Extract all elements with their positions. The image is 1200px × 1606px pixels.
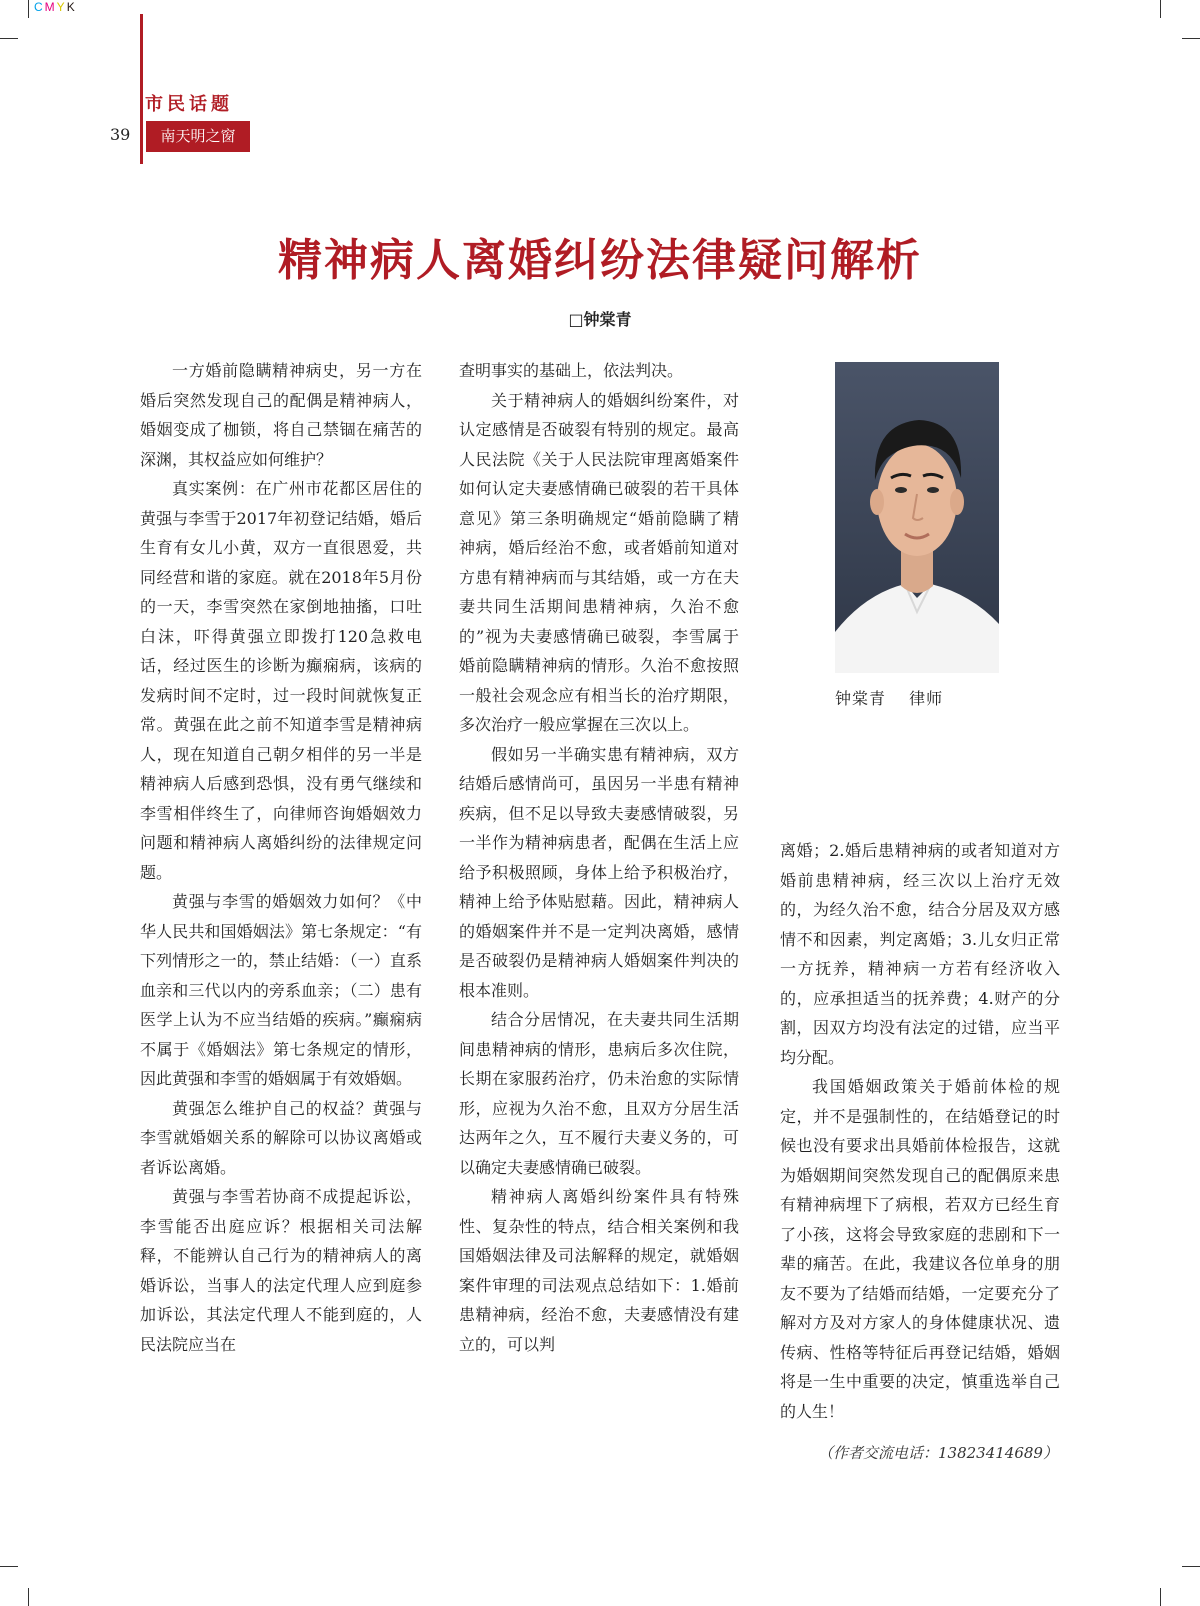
cmyk-m: M (44, 0, 57, 14)
paragraph: 查明事实的基础上，依法判决。 (459, 361, 684, 380)
paragraph: 真实案例：在广州市花都区居住的黄强与李雪于2017年初登记结婚，婚后生育有女儿小黄，双方一直很恩爱，共同经营和谐的家庭。就在2018年5月份的一天，李雪突然在家倒地抽搐，口吐白沫，吓得黄强立即拨打120急救电话，经过医生的诊断为癫痫病，该病的发病时间不定时，过一段时间就恢复正常。黄强在此之前不知道李雪是精神病人，现在知道自己朝夕相伴的另一半是精神病人后感到恐惧，没有勇气继续和李雪相伴终生了，向律师咨询婚姻效力问题和精神病人离婚纠纷的法律规定问题。 (140, 479, 422, 882)
paragraph: 我国婚姻政策关于婚前体检的规定，并不是强制性的，在结婚登记的时候也没有要求出具婚前体检报告，这就为婚姻期间突然发现自己的配偶原来患有精神病埋下了病根，若双方已经生育了小孩，这将会导致家庭的悲剧和下一辈的痛苦。在此，我建议各位单身的朋友不要为了结婚而结婚，一定要充分了解对方及对方家人的身体健康状况、遗传病、性格等特征后再登记结婚，婚姻将是一生中重要的决定，慎重选举自己的人生！ (780, 1077, 1060, 1421)
crop-mark-bottom-left-v (28, 1588, 29, 1606)
cmyk-c: C (34, 0, 45, 14)
article-column-3 (780, 836, 1060, 1496)
paragraph: 结合分居情况，在夫妻共同生活期间患精神病的情形，患病后多次住院，长期在家服药治疗，仍未治愈的实际情形，应视为久治不愈，且双方分居生活达两年之久，互不履行夫妻义务的，可以确定夫妻感情确已破裂。 (459, 1010, 739, 1177)
paragraph: 黄强与李雪若协商不成提起诉讼，李雪能否出庭应诉？根据相关司法解释，不能辨认自己行为的精神病人的离婚诉讼，当事人的法定代理人应到庭参加诉讼，其法定代理人不能到庭的，人民法院应当在 (140, 1187, 422, 1354)
article-byline: □钟棠青 (568, 310, 632, 329)
crop-mark-top-left-v (28, 0, 29, 18)
paragraph: 黄强与李雪的婚姻效力如何？《中华人民共和国婚姻法》第七条规定：“有下列情形之一的，禁止结婚：（一）直系血亲和三代以内的旁系血亲；（二）患有医学上认为不应当结婚的疾病。”癫痫病不属于《婚姻法》第七条规定的情形，因此黄强和李雪的婚姻属于有效婚姻。 (140, 892, 422, 1088)
crop-mark-bottom-right-h (1182, 1566, 1200, 1567)
portrait-illustration (835, 362, 999, 673)
crop-mark-top-left-h (0, 38, 18, 39)
paragraph: 关于精神病人的婚姻纠纷案件，对认定感情是否破裂有特别的规定。最高人民法院《关于人民法院审理离婚案件如何认定夫妻感情确已破裂的若干具体意见》第三条明确规定“婚前隐瞒了精神病，婚后经治不愈，或者婚前知道对方患有精神病而与其结婚，或一方在夫妻共同生活期间患精神病，久治不愈的”视为夫妻感情确已破裂，李雪属于婚前隐瞒精神病的情形。久治不愈按照一般社会观念应有相当长的治疗期限，多次治疗一般应掌握在三次以上。 (459, 390, 739, 734)
paragraph: 黄强怎么维护自己的权益？黄强与李雪就婚姻关系的解除可以协议离婚或者诉讼离婚。 (140, 1098, 422, 1177)
cmyk-y: Y (56, 0, 67, 14)
page-number: 39 (110, 125, 131, 144)
author-contact: （作者交流电话：13823414689） (818, 1444, 1058, 1462)
section-title: 市民话题 (145, 94, 233, 115)
paragraph: 离婚；2.婚后患精神病的或者知道对方婚前患精神病，经三次以上治疗无效的，为经久治不愈，结合分居及双方感情不和因素，判定离婚；3.儿女归正常一方抚养，精神病一方若有经济收入的，应承担适当的抚养费；4.财产的分割，因双方均没有法定的过错，应当平均分配。 (780, 841, 1060, 1067)
paragraph: 一方婚前隐瞒精神病史，另一方在婚后突然发现自己的配偶是精神病人，婚姻变成了枷锁，将自己禁锢在痛苦的深渊，其权益应如何维护？ (140, 361, 422, 469)
section-subtitle-badge: 南天明之窗 (146, 121, 250, 152)
author-portrait-photo (835, 362, 999, 673)
article-column-1 (140, 356, 422, 1466)
cmyk-color-bar (34, 0, 77, 14)
header-accent-line (140, 14, 143, 164)
cmyk-k: K (66, 0, 77, 14)
photo-caption: 钟棠青 律师 (835, 689, 944, 708)
paragraph: 精神病人离婚纠纷案件具有特殊性、复杂性的特点，结合相关案例和我国婚姻法律及司法解释的规定，就婚姻案件审理的司法观点总结如下：1.婚前患精神病，经治不愈，夫妻感情没有建立的，可以判 (459, 1187, 739, 1354)
crop-mark-bottom-left-h (0, 1566, 18, 1567)
article-title: 精神病人离婚纠纷法律疑问解析 (278, 235, 922, 286)
article-column-2 (459, 356, 739, 1466)
crop-mark-bottom-right-v (1160, 1588, 1161, 1606)
paragraph: 假如另一半确实患有精神病，双方结婚后感情尚可，虽因另一半患有精神疾病，但不足以导致夫妻感情破裂，另一半作为精神病患者，配偶在生活上应给予积极照顾，身体上给予积极治疗，精神上给予体贴慰藉。因此，精神病人的婚姻案件并不是一定判决离婚，感情是否破裂仍是精神病人婚姻案件判决的根本准则。 (459, 744, 739, 1000)
crop-mark-top-right-v (1160, 0, 1161, 18)
crop-mark-top-right-h (1182, 38, 1200, 39)
